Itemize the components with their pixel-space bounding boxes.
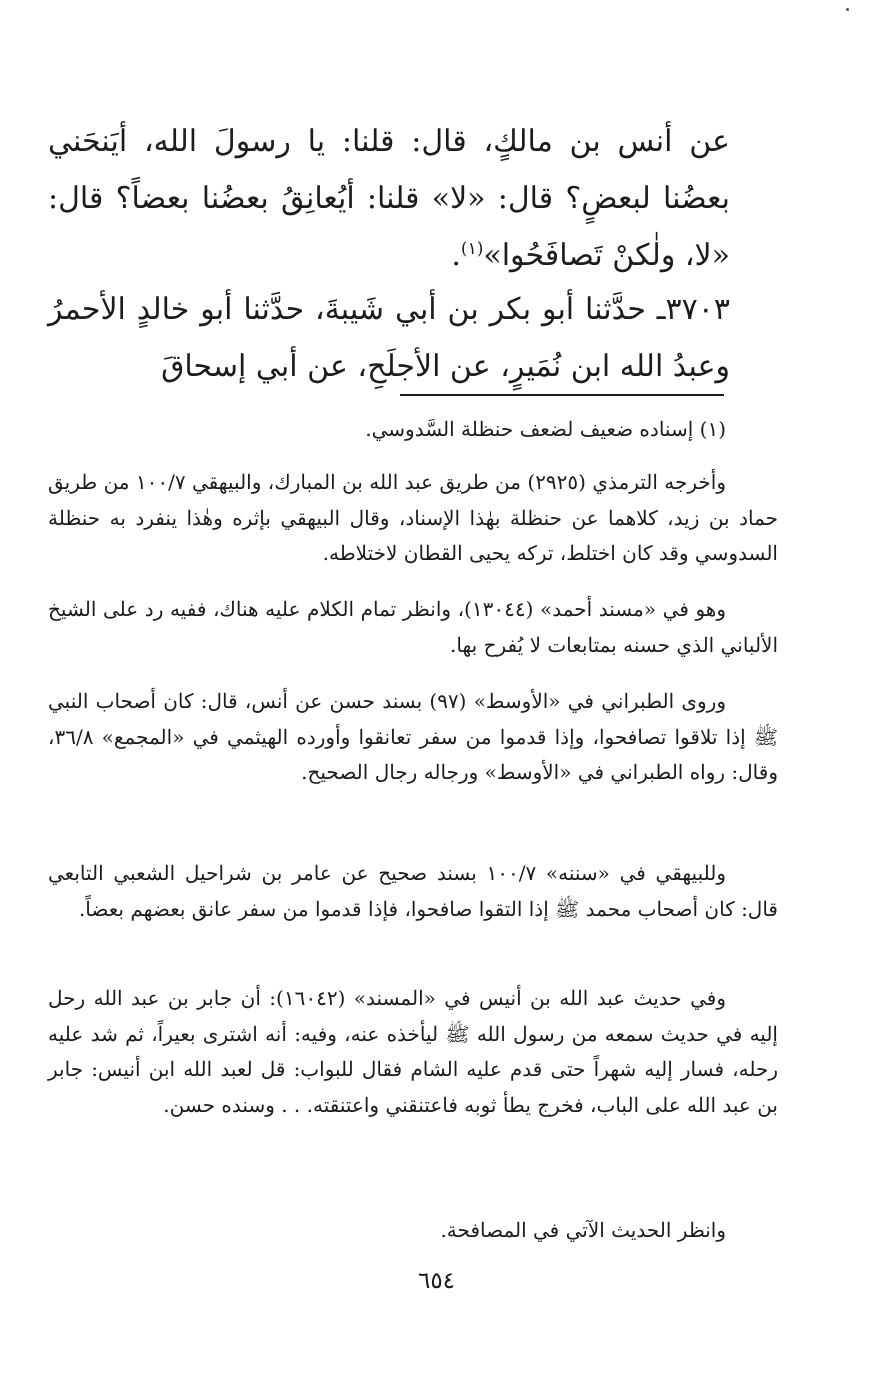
page-number: ٦٥٤ [417, 1268, 456, 1294]
hadith-3703-chain: ٣٧٠٣ـ حدَّثنا أبو بكر بن أبي شَيبةَ، حدَّثنا أبو خالدٍ الأحمرُ وعبدُ الله ابن نُمَيرٍ، عن الأجلَحِ، عن أبي إسحاقَ [48, 292, 730, 384]
hadith-text: عن أنس بن مالكٍ، قال: قلنا: يا رسولَ الله، أيَنحَني بعضُنا لبعضٍ؟ قال: «لا» قلنا: أيُعانِقُ بعضُنا بعضاً؟ قال: «لا، ولٰكنْ تَصافَحُوا» [48, 124, 730, 273]
footnote-musnad-ahmad: وهو في «مسند أحمد» (١٣٠٤٤)، وانظر تمام الكلام عليه هناك، ففيه رد على الشيخ الألباني الذي حسنه بمتابعات لا يُفرح بها. [48, 597, 778, 657]
footnote-abdullah-ibn-unays: وفي حديث عبد الله بن أنيس في «المسند» (١٦٠٤٢): أن جابر بن عبد الله رحل إليه في حديث سمعه من رسول الله ﷺ ليأخذه عنه، وفيه: أنه اشترى بعيراً، ثم شد عليه رحله، فسار إليه شهراً حتى قدم عليه الشام فقال للبواب: قل لعبد الله ابن أنيس: جابر بن عبد الله على الباب، فخرج يطأ ثوبه فاعتنقني واعتنقته. . . وسنده حسن. [48, 986, 778, 1117]
footnote-bayhaqi: وللبيهقي في «سننه» ١٠٠/٧ بسند صحيح عن عامر بن شراحيل الشعبي التابعي قال: كان أصحاب محمد ﷺ إذا التقوا صافحوا، فإذا قدموا من سفر عانق بعضهم بعضاً. [48, 861, 778, 921]
footnote-1: (١) إسناده ضعيف لضعف حنظلة السَّدوسي. [365, 417, 726, 441]
footnote-separator [400, 394, 724, 396]
footnote-tabarani: وروى الطبراني في «الأوسط» (٩٧) بسند حسن عن أنس، قال: كان أصحاب النبي ﷺ إذا تلاقوا تصافحوا، وإذا قدموا من سفر تعانقوا وأورده الهيثمي في «المجمع» ٣٦/٨، وقال: رواه الطبراني في «الأوسط» ورجاله رجال الصحيح. [48, 689, 778, 784]
footnote-see-next-hadith: وانظر الحديث الآتي في المصافحة. [440, 1218, 726, 1242]
scan-speck [846, 8, 849, 11]
footnote-reference: (١) [460, 239, 484, 259]
footnote-takhrij-tirmidhi: وأخرجه الترمذي (٢٩٢٥) من طريق عبد الله بن المبارك، والبيهقي ١٠٠/٧ من طريق حماد بن زيد، كلاهما عن حنظلة بهٰذا الإسناد، وقال البيهقي بإثره وهٰذا ينفرد به حنظلة السدوسي وقد كان اختلط، تركه يحيى القطان لاختلاطه. [48, 470, 778, 565]
hadith-end-period: . [451, 238, 461, 273]
hadith-text-continuation [48, 113, 730, 284]
